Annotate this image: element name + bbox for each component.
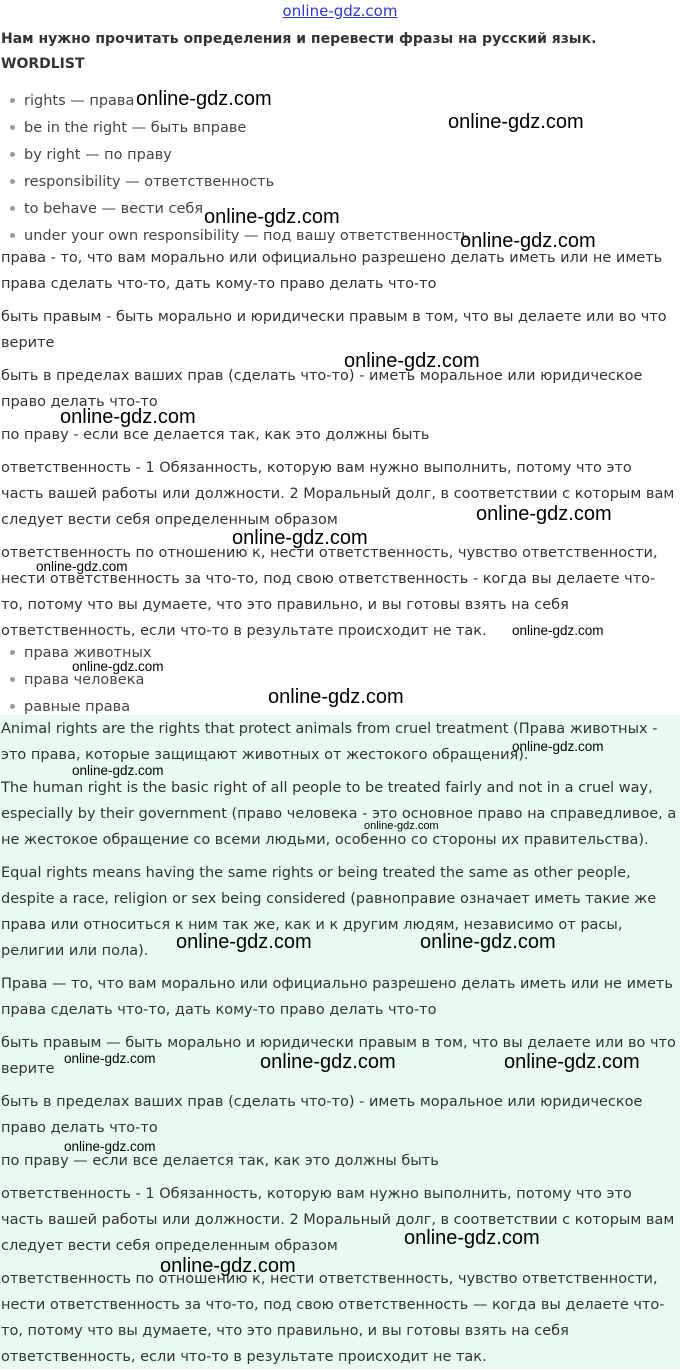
bullet-icon (10, 650, 15, 655)
watermark: online-gdz.com (260, 1051, 396, 1073)
list-item: be in the right — быть вправе (10, 115, 470, 142)
answer-paragraph: быть правым — быть морально и юридически правым в том, что вы делаете или во что верите (1, 1035, 676, 1077)
wordlist-heading: WORDLIST (1, 56, 85, 72)
list-item: responsibility — ответственность (10, 169, 470, 196)
header-watermark-link[interactable]: online-gdz.com (282, 2, 398, 20)
definition-paragraph: ответственность по отношению к, нести ответственность, чувство ответственности, нести ответственность за что-то, под свою ответственность - когда вы делаете что-то, потому что вы думаете, что это правильно, и вы готовы взять на себя ответственность, если что-то в результате происходит не так. (1, 545, 658, 639)
watermark: online-gdz.com (72, 763, 164, 778)
answer-paragraph: Equal rights means having the same rights or being treated the same as other people, despite a race, religion or sex being considered (равноправие означает иметь такие же права или относиться к ним так же, как и к другим людям, независимо от расы, религии или пола). (1, 865, 657, 959)
watermark: online-gdz.com (136, 88, 272, 110)
definition-paragraph: быть в пределах ваших прав (сделать что-то) - иметь моральное или юридическое право делать что-то (1, 368, 643, 410)
watermark: online-gdz.com (448, 111, 584, 133)
watermark: online-gdz.com (72, 659, 164, 674)
watermark: online-gdz.com (232, 527, 368, 549)
watermark: online-gdz.com (64, 1051, 156, 1066)
list-item: права животных (10, 640, 151, 667)
answer-paragraph: быть в пределах ваших прав (сделать что-то) - иметь моральное или юридическое право делать что-то (1, 1094, 643, 1136)
answer-paragraph: ответственность - 1 Обязанность, которую вам нужно выполнить, потому что это часть вашей работы или должности. 2 Моральный долг, в соответствии с которым вам следует вести себя определенным образом (1, 1186, 675, 1254)
bullet-icon (10, 98, 15, 103)
list-item: права человека (10, 667, 151, 694)
list-item: under your own responsibility — под вашу ответственность (10, 223, 470, 250)
definition-paragraph: ответственность - 1 Обязанность, которую вам нужно выполнить, потому что это часть вашей работы или должности. 2 Моральный долг, в соответствии с которым вам следует вести себя определенным образом (1, 460, 675, 528)
watermark: online-gdz.com (420, 931, 556, 953)
rights-list (10, 640, 151, 721)
watermark: online-gdz.com (204, 206, 340, 228)
answer-paragraph: Права — то, что вам морально или официально разрешено делать иметь или не иметь права сделать что-то, дать кому-то право делать что-то (1, 976, 673, 1018)
bullet-icon (10, 125, 15, 130)
watermark: online-gdz.com (344, 350, 480, 372)
bullet-icon (10, 233, 15, 238)
watermark: online-gdz.com (364, 820, 439, 832)
answer-paragraph: The human right is the basic right of all people to be treated fairly and not in a cruel way, especially by their government (право человека - это основное право на справедливое, а не жестокое обращение со всеми людьми, особенно со стороны их правительства). (1, 780, 677, 848)
watermark: online-gdz.com (476, 503, 612, 525)
watermark: online-gdz.com (512, 623, 604, 638)
watermark: online-gdz.com (64, 1139, 156, 1154)
watermark: online-gdz.com (60, 406, 196, 428)
watermark: online-gdz.com (36, 559, 128, 574)
watermark: online-gdz.com (160, 1255, 296, 1277)
watermark: online-gdz.com (176, 931, 312, 953)
answer-paragraph: Animal rights are the rights that protect animals from cruel treatment (Права животных - это права, которые защищают животных от жестокого обращения). (1, 721, 658, 763)
watermark: online-gdz.com (504, 1051, 640, 1073)
watermark: online-gdz.com (460, 230, 596, 252)
definition-paragraph: по праву - если все делается так, как это должны быть (1, 427, 430, 443)
list-item: равные права (10, 694, 151, 721)
bullet-icon (10, 704, 15, 709)
list-item: by right — по праву (10, 142, 470, 169)
definition-paragraph: права - то, что вам морально или официально разрешено делать иметь или не иметь права сделать что-то, дать кому-то право делать что-то (1, 250, 663, 292)
task-intro: Нам нужно прочитать определения и перевести фразы на русский язык. (1, 31, 597, 47)
bullet-icon (10, 677, 15, 682)
bullet-icon (10, 179, 15, 184)
answer-paragraph: по праву — если все делается так, как это должны быть (1, 1153, 439, 1169)
list-item: rights — права (10, 88, 470, 115)
answer-paragraph: ответственность по отношению к, нести ответственность, чувство ответственности, нести ответственность за что-то, под свою ответственность — когда вы делаете что-то, потому что вы думаете, что это правильно, и вы готовы взять на себя ответственность, если что-то в результате происходит не так. (1, 1271, 665, 1365)
watermark: online-gdz.com (268, 686, 404, 708)
bullet-icon (10, 206, 15, 211)
watermark: online-gdz.com (404, 1227, 540, 1249)
watermark: online-gdz.com (512, 739, 604, 754)
definition-paragraph: быть правым - быть морально и юридически правым в том, что вы делаете или во что верите (1, 309, 667, 351)
list-item: to behave — вести себя (10, 196, 470, 223)
bullet-icon (10, 152, 15, 157)
